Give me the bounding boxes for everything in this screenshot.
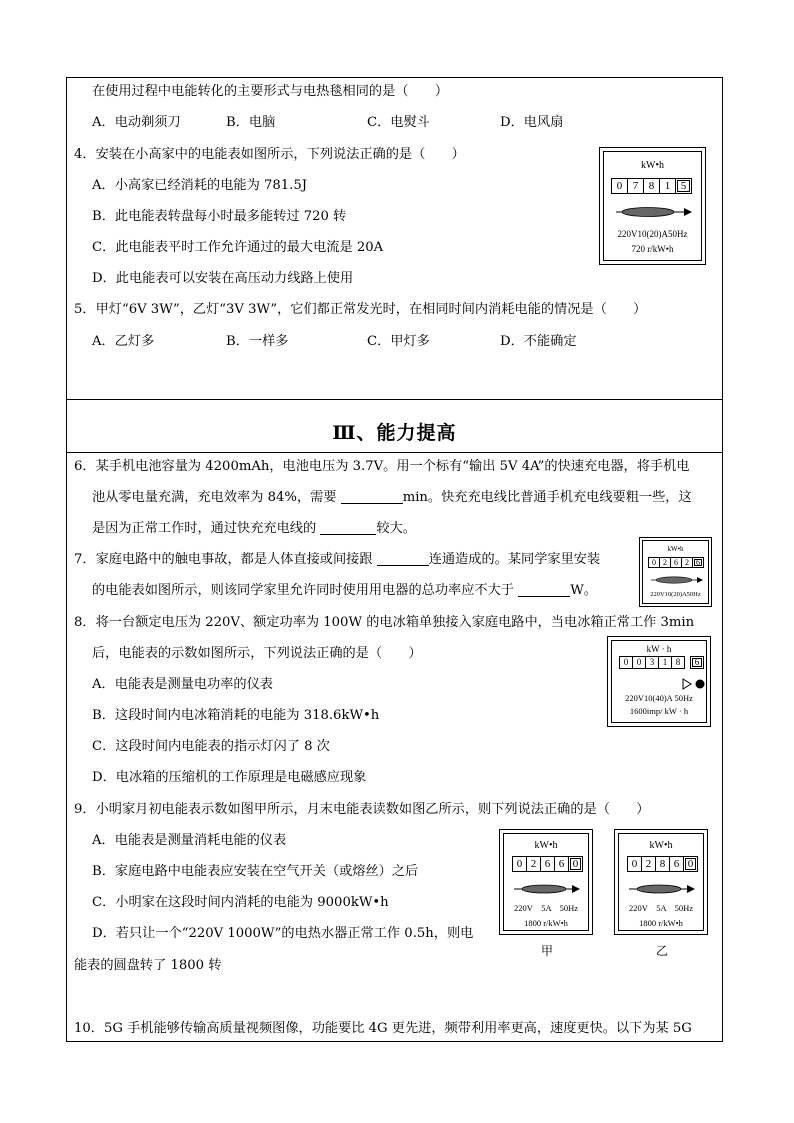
q7-meter-figure [639, 537, 712, 607]
meter-disc-icon [614, 204, 694, 220]
meter-digit: 1 [658, 656, 672, 669]
q9-option-d: D．若只让一个“220V 1000W”的电热水器正常工作 0.5h，则电 [92, 926, 474, 941]
meter-constant: 720 r/kW•h [631, 244, 674, 254]
q6-line-3-a: 是因为正常工作时，通过快充充电线的 [92, 521, 321, 536]
meter-spec: 220V10(20)A50Hz [650, 591, 701, 598]
q7-line-1-b: 连通造成的。某同学家里安装 [428, 552, 601, 567]
indicator-light-icon [681, 677, 707, 691]
meter-digit: 0 [512, 856, 527, 872]
q3-stem: 在使用过程中电能转化的主要形式与电热毯相同的是（ ） [92, 84, 449, 99]
meter-disc-icon [650, 574, 704, 586]
meter-constant: 1800 r/kW•h [524, 918, 568, 928]
meter-digit: 0 [627, 856, 642, 872]
meter-digit: 6 [540, 856, 555, 872]
meter-digit: 6 [669, 856, 684, 872]
q9-option-c: C．小明家在这段时间内消耗的电能为 9000kW•h [92, 895, 389, 910]
meter-digit: 8 [671, 656, 685, 669]
q5-option-d: D．不能确定 [500, 334, 577, 349]
meter-digit: 0 [611, 178, 628, 194]
meter-spec: 220V10(40)A 50Hz [625, 693, 693, 703]
q5-option-c: C．甲灯多 [367, 334, 430, 349]
q8-option-c: C．这段时间内电能表的指示灯闪了 8 次 [92, 739, 330, 754]
q7-line-2-b: W。 [570, 583, 597, 598]
q4-option-d: D．此电能表可以安装在高压动力线路上使用 [92, 271, 354, 286]
meter-digit: 2 [641, 856, 656, 872]
q7-blank-2 [518, 582, 570, 597]
meter-digit: 3 [645, 656, 659, 669]
q9-meter-jia [499, 829, 593, 935]
meter-digit: 0 [632, 656, 646, 669]
meter-digit: 2 [681, 557, 693, 568]
meter-disc-icon [627, 882, 697, 896]
q6-blank-1 [341, 489, 403, 504]
meter-digit: 6 [670, 557, 682, 568]
q7-blank-1 [377, 551, 429, 566]
q8-line-1: 8．将一台额定电压为 220V、额定功率为 100W 的电冰箱单独接入家庭电路中，当电冰箱正常工作 3min [74, 615, 695, 630]
meter-digit: 2 [526, 856, 541, 872]
meter-digits [512, 856, 582, 872]
meter-digit-decimal: 5 [675, 178, 692, 194]
meter-digit-decimal: 6 [692, 557, 704, 568]
q9-option-b: B．家庭电路中电能表应安装在空气开关（或熔丝）之后 [92, 864, 419, 879]
meter-spec: 220V10(20)A50Hz [617, 229, 688, 239]
meter-digit: 6 [554, 856, 569, 872]
meter-digit: 7 [627, 178, 644, 194]
q4-stem: 4．安装在小高家中的电能表如图所示，下列说法正确的是（ ） [74, 147, 465, 162]
caption-jia: 甲 [541, 944, 554, 958]
q9-stem: 9．小明家月初电能表示数如图甲所示，月末电能表读数如图乙所示，则下列说法正确的是（ ） [74, 802, 650, 817]
meter-digit: 2 [659, 557, 671, 568]
meter-digit: 0 [648, 557, 660, 568]
q4-option-b: B．此电能表转盘每小时最多能转过 720 转 [92, 209, 347, 224]
section-divider-bottom [66, 452, 723, 453]
meter-unit: kW•h [534, 840, 558, 851]
meter-constant: 1800 r/kW•h [639, 918, 683, 928]
meter-digit: 0 [619, 656, 633, 669]
q6-line-1: 6．某手机电池容量为 4200mAh，电池电压为 3.7V。用一个标有“输出 5V 4A”的快速充电器，将手机电 [74, 459, 690, 474]
q8-option-d: D．电冰箱的压缩机的工作原理是电磁感应现象 [92, 770, 367, 785]
meter-digit: 8 [643, 178, 660, 194]
q5-option-b: B．一样多 [226, 334, 289, 349]
q9-option-d-continued: 能表的圆盘转了 1800 转 [74, 958, 222, 973]
meter-constant: 1600imp/ kW · h [629, 706, 689, 716]
q3-option-b: B．电脑 [226, 115, 276, 130]
meter-digit: 1 [659, 178, 676, 194]
q6-line-3 [92, 520, 416, 538]
meter-digits [627, 856, 697, 872]
caption-yi: 乙 [656, 944, 669, 958]
q7-line-1-a: 7．家庭电路中的触电事故，都是人体直接或间接跟 [74, 552, 377, 567]
q4-option-a: A．小高家已经消耗的电能为 781.5J [92, 178, 308, 193]
q4-meter-figure [599, 147, 706, 265]
section-divider-top [66, 399, 723, 400]
q6-line-3-b: 较大。 [376, 521, 416, 536]
q5-option-a: A．乙灯多 [92, 334, 155, 349]
q3-option-c: C．电熨斗 [367, 115, 430, 130]
meter-disc-icon [512, 882, 582, 896]
meter-spec: 220V 5A 50Hz [513, 903, 579, 913]
q3-option-d: D．电风扇 [500, 115, 564, 130]
q7-line-1 [74, 551, 600, 569]
meter-spec: 220V 5A 50Hz [628, 903, 694, 913]
section-title: Ⅲ、能力提高 [332, 422, 457, 444]
q7-line-2 [92, 582, 597, 600]
q3-option-a: A．电动剃须刀 [92, 115, 181, 130]
meter-digit: 8 [655, 856, 670, 872]
q4-option-c: C．此电能表平时工作允许通过的最大电流是 20A [92, 240, 384, 255]
q6-blank-2 [320, 520, 376, 535]
q6-line-2 [92, 489, 692, 507]
q8-meter-figure [607, 636, 711, 727]
meter-unit: kW · h [646, 644, 672, 654]
q7-line-2-a: 的电能表如图所示，则该同学家里允许同时使用用电器的总功率应不大于 [92, 583, 519, 598]
q9-meter-yi [614, 829, 708, 935]
q8-line-2: 后，电能表的示数如图所示，下列说法正确的是（ ） [92, 646, 422, 661]
meter-unit: kW•h [641, 160, 664, 171]
q6-line-2-b: min。快充充电线比普通手机充电线要粗一些，这 [402, 490, 692, 505]
q8-option-a: A．电能表是测量电功率的仪表 [92, 677, 273, 692]
q9-option-a: A．电能表是测量消耗电能的仪表 [92, 833, 287, 848]
meter-digit-decimal: 0 [683, 856, 698, 872]
q6-line-2-a: 池从零电量充满，充电效率为 84%，需要 [92, 490, 341, 505]
q8-option-b: B．这段时间内电冰箱消耗的电能为 318.6kW•h [92, 708, 380, 723]
meter-digits [648, 557, 703, 568]
meter-unit: kW•h [667, 545, 684, 553]
meter-digit-decimal: 6 [690, 656, 704, 669]
q10-line-1: 10．5G 手机能够传输高质量视频图像，功能要比 4G 更先进，频带利用率更高，速度更快。以下为某 5G [74, 1021, 692, 1036]
q5-stem: 5．甲灯“6V 3W”，乙灯“3V 3W”，它们都正常发光时，在相同时间内消耗电能的情况是（ ） [74, 302, 647, 317]
meter-digits [619, 656, 703, 669]
meter-digits [611, 178, 691, 194]
meter-digit-decimal: 0 [568, 856, 583, 872]
meter-unit: kW•h [649, 840, 673, 851]
